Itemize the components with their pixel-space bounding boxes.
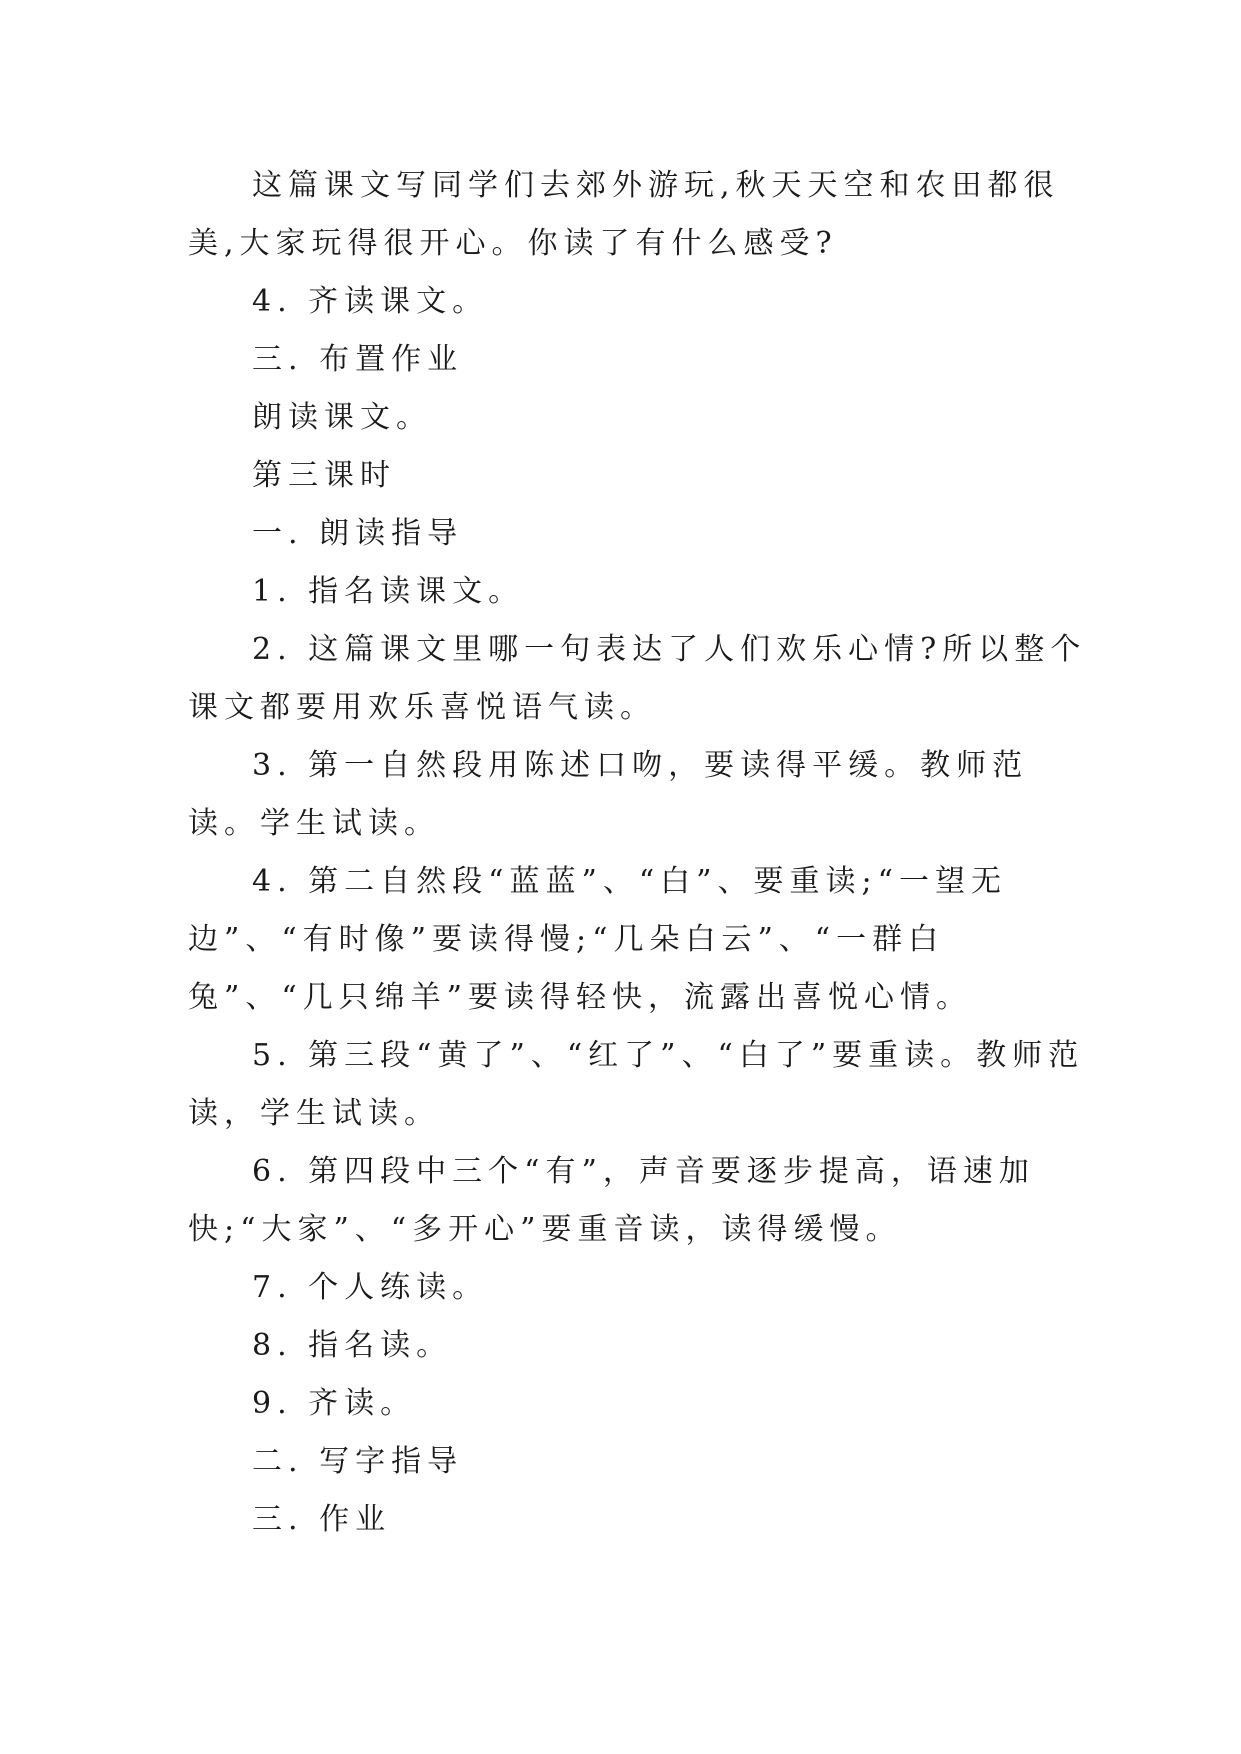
paragraph-read-text: 朗读课文。	[252, 400, 432, 435]
paragraph-step-6: 6. 第四段中三个“有”，声音要逐步提高，语速加快;“大家”、“多开心”要重音读，读得缓慢。	[188, 1154, 1035, 1247]
paragraph-step-9: 9. 齐读。	[252, 1386, 417, 1421]
paragraph-step-4: 4. 第二自然段“蓝蓝”、“白”、要重读;“一望无边”、“有时像”要读得慢;“几朵白云”、“一群白兔”、“几只绵羊”要读得轻快，流露出喜悦心情。	[188, 864, 1007, 1015]
heading-reading-guidance: 一. 朗读指导	[252, 516, 464, 551]
heading-third-lesson: 第三课时	[252, 458, 396, 493]
heading-assign-homework: 三. 布置作业	[252, 342, 464, 377]
paragraph-step-8: 8. 指名读。	[252, 1328, 453, 1363]
paragraph-step-3: 3. 第一自然段用陈述口吻，要读得平缓。教师范读。学生试读。	[188, 748, 1029, 841]
paragraph-step-7: 7. 个人练读。	[252, 1270, 489, 1305]
paragraph-step-5: 5. 第三段“黄了”、“红了”、“白了”要重读。教师范读，学生试读。	[188, 1038, 1085, 1131]
heading-writing-guidance: 二. 写字指导	[252, 1444, 464, 1479]
paragraph-step-2: 2. 这篇课文里哪一句表达了人们欢乐心情?所以整个课文都要用欢乐喜悦语气读。	[188, 632, 1087, 725]
document-body	[188, 157, 1088, 1549]
paragraph-step-4-read-together: 4. 齐读课文。	[252, 284, 489, 319]
paragraph-step-1: 1. 指名读课文。	[252, 574, 525, 609]
paragraph-summary: 这篇课文写同学们去郊外游玩,秋天天空和农田都很美,大家玩得很开心。你读了有什么感受?	[188, 168, 1060, 261]
heading-homework: 三. 作业	[252, 1502, 392, 1537]
